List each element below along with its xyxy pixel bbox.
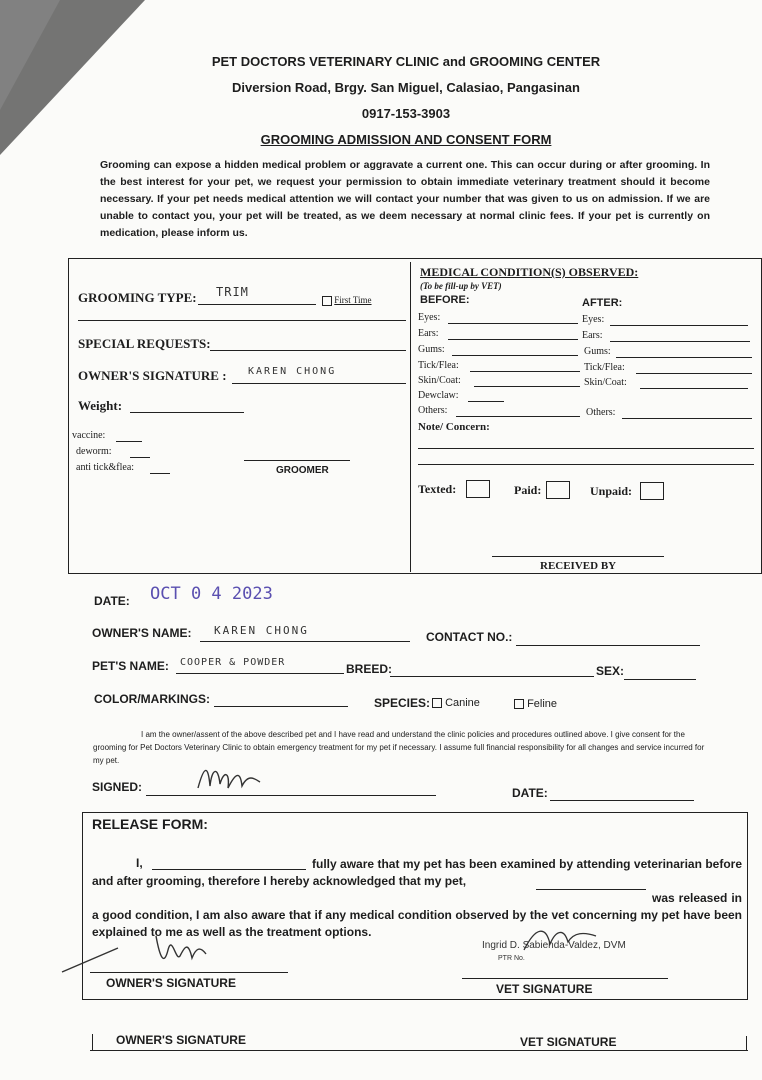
after-tick-line[interactable]: [636, 373, 752, 374]
date-stamp: OCT 0 4 2023: [150, 584, 273, 604]
received-by-line: [492, 556, 664, 557]
release-i: I,: [136, 856, 143, 870]
after-skin-line[interactable]: [640, 388, 748, 389]
unpaid-label: Unpaid:: [590, 484, 633, 498]
sex-line[interactable]: [624, 679, 696, 680]
dewclaw-label: Dewclaw:: [418, 390, 459, 401]
vet-prc: PTR No.: [498, 955, 525, 962]
before-gums-label: Gums:: [418, 344, 445, 355]
owner-signature-line: [232, 383, 406, 384]
special-requests-label: SPECIAL REQUESTS:: [78, 336, 211, 351]
release-owner-signature-scribble: [60, 928, 220, 978]
owner-signature-label: OWNER'S SIGNATURE :: [78, 368, 227, 383]
before-eyes-line[interactable]: [448, 323, 578, 324]
footer-line: [90, 1050, 748, 1051]
release-owner-sig-label: OWNER'S SIGNATURE: [106, 976, 236, 990]
canine-checkbox[interactable]: [432, 698, 442, 708]
owner-name-value[interactable]: KAREN CHONG: [214, 624, 309, 637]
signed-date-line[interactable]: [550, 800, 694, 801]
special-requests-line[interactable]: [210, 350, 406, 351]
after-label: AFTER:: [582, 297, 623, 309]
clinic-address: Diversion Road, Brgy. San Miguel, Calasiao, Pangasinan: [232, 80, 580, 95]
before-others-label: Others:: [418, 405, 448, 416]
after-gums-line[interactable]: [616, 357, 752, 358]
texted-checkbox[interactable]: [466, 480, 490, 498]
owner-signature-scribble: [190, 758, 270, 798]
deworm-line[interactable]: [130, 457, 150, 458]
grooming-extra-line: [78, 320, 406, 321]
grooming-type-label: GROOMING TYPE:: [78, 290, 197, 305]
feline-label: Feline: [527, 698, 558, 710]
species-canine-option[interactable]: [432, 697, 480, 709]
owner-signature-value[interactable]: KAREN CHONG: [248, 366, 337, 377]
vet-sig-line: [462, 978, 668, 979]
before-ears-line[interactable]: [448, 339, 578, 340]
grooming-type-line: [198, 304, 316, 305]
pet-name-line: [176, 673, 344, 674]
species-label: SPECIES:: [374, 696, 431, 710]
clinic-name: PET DOCTORS VETERINARY CLINIC and GROOMING CENTER: [211, 54, 601, 69]
medical-title: MEDICAL CONDITION(S) OBSERVED:: [420, 265, 639, 279]
received-by-label: RECEIVED BY: [540, 560, 617, 572]
medical-subtitle: (To be fill-up by VET): [420, 281, 502, 291]
after-eyes-label: Eyes:: [582, 314, 605, 325]
after-eyes-line[interactable]: [610, 325, 748, 326]
consent-paragraph: I am the owner/assent of the above described pet and I have read and understand the clinic policies and procedures outlined above. I give consent for the grooming for Pet Doctors Veterinary Clinic to obtain emergency treatment for my pet if necessary. I assume full financial responsibility for all changes and service incurred for my pet.: [93, 730, 705, 765]
grooming-type-value[interactable]: TRIM: [216, 285, 249, 299]
signed-date-label: DATE:: [512, 786, 548, 800]
vaccine-label: vaccine:: [72, 430, 106, 441]
pet-name-label: PET'S NAME:: [92, 659, 169, 673]
after-ears-line[interactable]: [610, 341, 750, 342]
first-time-label: First Time: [334, 295, 372, 305]
color-label: COLOR/MARKINGS:: [94, 692, 210, 706]
before-label: BEFORE:: [420, 294, 470, 306]
groomer-label: GROOMER: [276, 465, 329, 476]
footer-owner-sig-label: OWNER'S SIGNATURE: [116, 1033, 246, 1047]
pet-name-value[interactable]: COOPER & POWDER: [180, 657, 286, 668]
column-divider: [410, 262, 411, 572]
species-feline-option[interactable]: [514, 698, 557, 710]
note-label: Note/ Concern:: [418, 421, 490, 433]
before-others-line[interactable]: [456, 416, 580, 417]
owner-name-label: OWNER'S NAME:: [92, 626, 192, 640]
vet-signature-scribble: [520, 922, 600, 956]
before-skin-line[interactable]: [474, 386, 580, 387]
vet-sig-label: VET SIGNATURE: [496, 982, 593, 996]
signed-label: SIGNED:: [92, 780, 143, 794]
release-paragraph: fully aware that my pet has been examined by attending veterinarian before and after grooming, therefore I hereby acknowledged that my pet,: [92, 857, 742, 888]
breed-label: BREED:: [346, 662, 393, 676]
before-tick-label: Tick/Flea:: [418, 360, 459, 371]
weight-label: Weight:: [78, 398, 123, 413]
deworm-label: deworm:: [76, 446, 112, 457]
weight-line[interactable]: [130, 412, 244, 413]
before-tick-line[interactable]: [470, 371, 580, 372]
note-line-2[interactable]: [418, 464, 754, 465]
paid-checkbox[interactable]: [546, 481, 570, 499]
after-others-label: Others:: [586, 407, 616, 418]
groomer-line: [244, 460, 350, 461]
release-paragraph-cont: was released in a good condition, I am also aware that if any medical condition observed by the vet concerning my pet have been explained to me as well as the treatment options.: [92, 891, 742, 939]
note-line-1[interactable]: [418, 448, 754, 449]
after-tick-label: Tick/Flea:: [584, 362, 625, 373]
before-ears-label: Ears:: [418, 328, 439, 339]
after-ears-label: Ears:: [582, 330, 603, 341]
paid-label: Paid:: [514, 483, 542, 497]
before-gums-line[interactable]: [452, 355, 578, 356]
texted-label: Texted:: [418, 482, 457, 496]
release-owner-sig-line: [90, 972, 288, 973]
footer-left-tick: [92, 1034, 93, 1050]
contact-label: CONTACT NO.:: [426, 630, 513, 644]
first-time-checkbox[interactable]: [322, 296, 332, 306]
dewclaw-line[interactable]: [468, 401, 504, 402]
form-title: GROOMING ADMISSION AND CONSENT FORM: [260, 132, 552, 147]
anti-tick-line[interactable]: [150, 473, 170, 474]
release-pet-line[interactable]: [536, 889, 646, 890]
before-eyes-label: Eyes:: [418, 312, 441, 323]
after-skin-label: Skin/Coat:: [584, 377, 627, 388]
feline-checkbox[interactable]: [514, 699, 524, 709]
owner-name-line: [200, 641, 410, 642]
breed-line[interactable]: [390, 676, 594, 677]
clinic-phone: 0917-153-3903: [361, 106, 451, 121]
vet-name: Ingrid D. Sabienda-Valdez, DVM: [482, 940, 626, 951]
release-title: RELEASE FORM:: [92, 816, 208, 832]
unpaid-checkbox[interactable]: [640, 482, 664, 500]
intro-paragraph: Grooming can expose a hidden medical problem or aggravate a current one. This can occur during or after grooming. In the best interest for your pet, we request your permission to obtain immediate veterinary treatment should it become necessary. If your pet needs medical attention we will contact your number that was given to us on admission. If we are unable to contact you, your pet will be treated, as we deem necessary at normal clinic fees. If your pet is currently on medication, please inform us.: [100, 159, 710, 239]
first-time-option[interactable]: [322, 295, 372, 306]
contact-line[interactable]: [516, 645, 700, 646]
date-label: DATE:: [94, 594, 130, 608]
after-gums-label: Gums:: [584, 346, 611, 357]
anti-tick-label: anti tick&flea:: [76, 462, 135, 473]
before-skin-label: Skin/Coat:: [418, 375, 461, 386]
after-others-line[interactable]: [622, 418, 752, 419]
canine-label: Canine: [445, 697, 480, 709]
footer-vet-sig-label: VET SIGNATURE: [520, 1035, 617, 1049]
vaccine-line[interactable]: [116, 441, 142, 442]
color-line[interactable]: [214, 706, 348, 707]
footer-right-tick: [746, 1036, 747, 1050]
sex-label: SEX:: [596, 664, 625, 678]
